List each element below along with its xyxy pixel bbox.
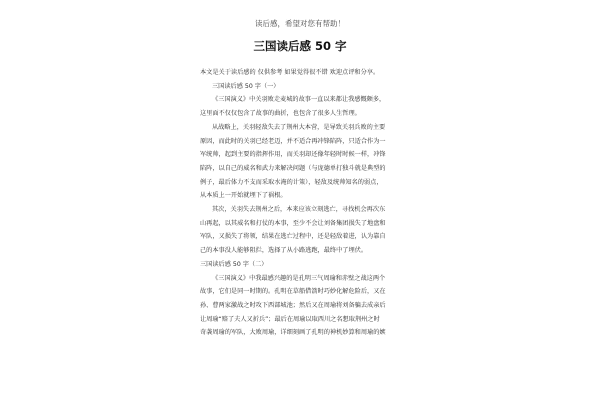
paragraph-line: 《三国演义》中关羽败走麦城的故事一直以来都让我感慨颇多， [212,96,386,104]
section-heading-1: 三国读后感 50 字（一） [212,82,280,90]
intro-paragraph: 本文是关于读后感的 仅供参考 如果觉得很不错 欢迎点评和分享。 [200,69,380,76]
paragraph-line: 孙、曹两家激战之时攻下西部城池；然后又在周瑜将刘备骗去成亲后 [200,301,386,309]
paragraph-line: 例子，最后体力不支而采取水淹的计策），轻敌及统帅知名的弱点， [200,178,383,186]
document-body [200,66,402,340]
paragraph-line: 其次，关羽失去荆州之后，本来应该立刻逃亡，寻找机会再次东 [212,206,386,214]
section-heading-2: 三国读后感 50 字（二） [200,260,268,268]
paragraph-line: 《三国演义》中我最感兴趣的是孔明三气周瑜和赤壁之战这两个 [212,274,386,282]
header-note: 读后感，希望对您有帮助！ [255,19,345,28]
paragraph-line: 从本质上一开始就埋下了祸根。 [200,192,287,200]
paragraph-line: 军队，又损失了将领，结果在逃亡过程中，还是轻敌着进，认为靠自 [200,233,386,241]
paragraph-line: 原因，而此时的关羽已经老迈，并不适合再冲锋陷阵，只适合作为一 [200,137,386,145]
paragraph-line: 军统帅，起到主要的指挥作用，而关羽却还像年轻时时候一样，冲锋 [200,151,386,159]
paragraph-line: 从战略上，关羽轻敌失去了荆州大本营，是导致关羽兵败的主要 [212,123,386,131]
paragraph-line: 这里面不仅仅包含了故事的曲折，也包含了很多人生哲理。 [200,110,361,118]
paragraph-line: 奇袭周瑜的军队，大败周瑜，详细刻画了孔明的神机妙算和周瑜的嫉 [200,329,386,337]
page-title: 三国读后感 50 字 [253,39,347,53]
paragraph-line: 己的本事没人能够阻拦，选择了从小路逃跑，最终中了埋伏。 [200,247,368,255]
paragraph-line: 故事，它们是同一时期的。孔明在草船借箭时巧妙化解危险后，又在 [200,288,386,296]
paragraph-line: 山再起，以其威名和打仗的本事，至少不会让刘备集团损失了地盘和 [200,219,386,227]
paragraph-line: 让周瑜“赔了夫人又折兵”；最后在周瑜以取西川之名想取荆州之时 [200,315,380,323]
paragraph-line: 陷阵，以自己的威名和武力来解决问题（与庞德单打独斗就是典型的 [200,164,386,172]
